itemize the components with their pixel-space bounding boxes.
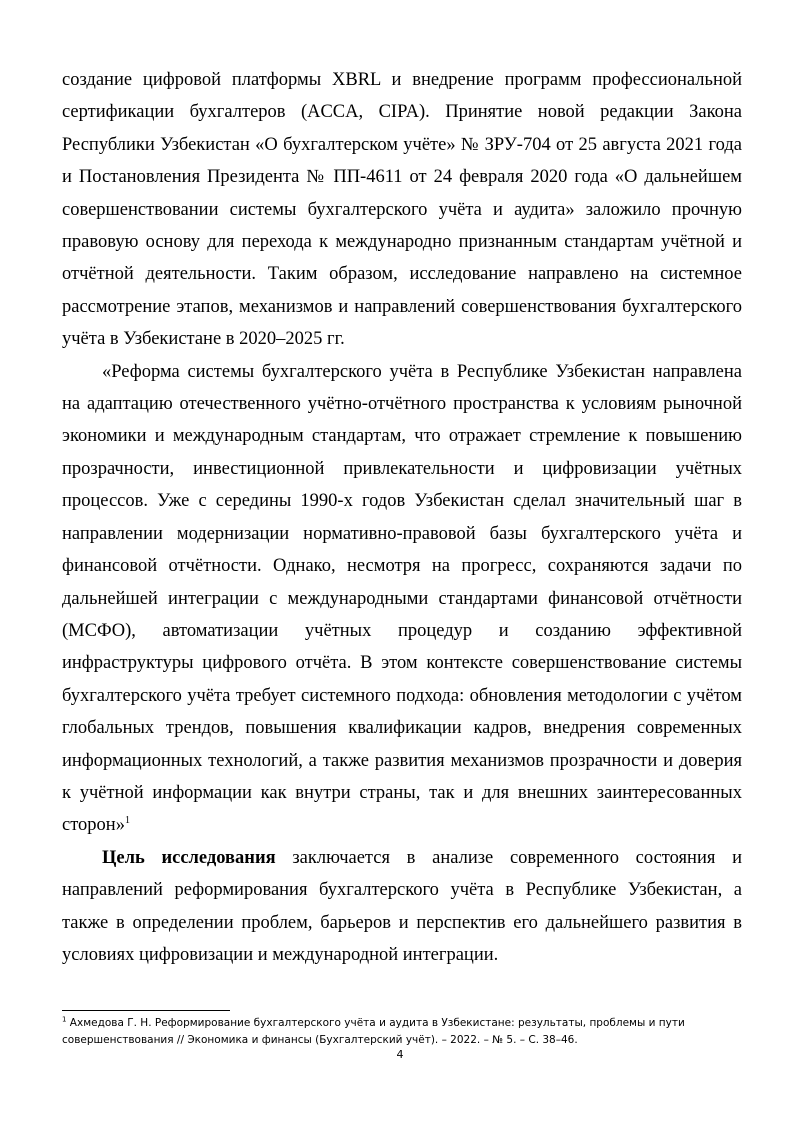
footnote-text: Ахмедова Г. Н. Реформирование бухгалтерского учёта и аудита в Узбекистане: результаты, проблемы и пути совершенствования // Экономика и финансы (Бухгалтерский учёт). – 2022. – № 5. – С. 38–46. bbox=[62, 1017, 685, 1046]
footnote-reference[interactable]: 1 bbox=[124, 815, 130, 827]
paragraph-research-goal bbox=[62, 842, 742, 972]
document-body bbox=[62, 64, 742, 971]
quote-text: «Реформа системы бухгалтерского учёта в Республике Узбекистан направлена на адаптацию отечественного учётно-отчётного пространства к условиям рыночной экономики и международным стандартам, что отражает стремление к повышению прозрачности, инвестиционной привлекательности и цифровизации учётных процессов. Уже с середины 1990-х годов Узбекистан сделал значительный шаг в направлении модернизации нормативно-правовой базы бухгалтерского учёта и финансовой отчётности. Однако, несмотря на прогресс, сохраняются задачи по дальнейшей интеграции с международными стандартами финансовой отчётности (МСФО), автоматизации учётных процедур и созданию эффективной инфраструктуры цифрового отчёта. В этом контексте совершенствование системы бухгалтерского учёта требует системного подхода: обновления методологии с учётом глобальных трендов, повышения квалификации кадров, внедрения современных информационных технологий, а также развития механизмов прозрачности и доверия к учётной информации как внутри страны, так и для внешних заинтересованных сторон» bbox=[62, 361, 742, 836]
research-goal-text: заключается в анализе современного состояния и направлений реформирования бухгалтерского учёта в Республике Узбекистан, а также в определении проблем, барьеров и перспектив его дальнейшего развития в условиях цифровизации и международной интеграции. bbox=[62, 847, 742, 965]
footnote-separator bbox=[62, 1010, 230, 1011]
page-number: 4 bbox=[396, 1048, 404, 1061]
paragraph-continuation: создание цифровой платформы XBRL и внедрение программ профессиональной сертификации бухгалтеров (ACCA, CIPA). Принятие новой редакции Закона Республики Узбекистан «О бухгалтерском учёте» № ЗРУ-704 от 25 августа 2021 года и Постановления Президента № ПП-4611 от 24 февраля 2020 года «О дальнейшем совершенствовании системы бухгалтерского учёта и аудита» заложило прочную правовую основу для перехода к международно признанным стандартам учётной и отчётной деятельности. Таким образом, исследование направлено на системное рассмотрение этапов, механизмов и направлений совершенствования бухгалтерского учёта в Узбекистане в 2020–2025 гг. bbox=[62, 70, 742, 350]
footnote-mark: 1 bbox=[62, 1015, 67, 1024]
footnote bbox=[62, 1015, 742, 1048]
research-goal-heading: Цель исследования bbox=[102, 847, 276, 868]
paragraph-quote bbox=[62, 356, 742, 842]
